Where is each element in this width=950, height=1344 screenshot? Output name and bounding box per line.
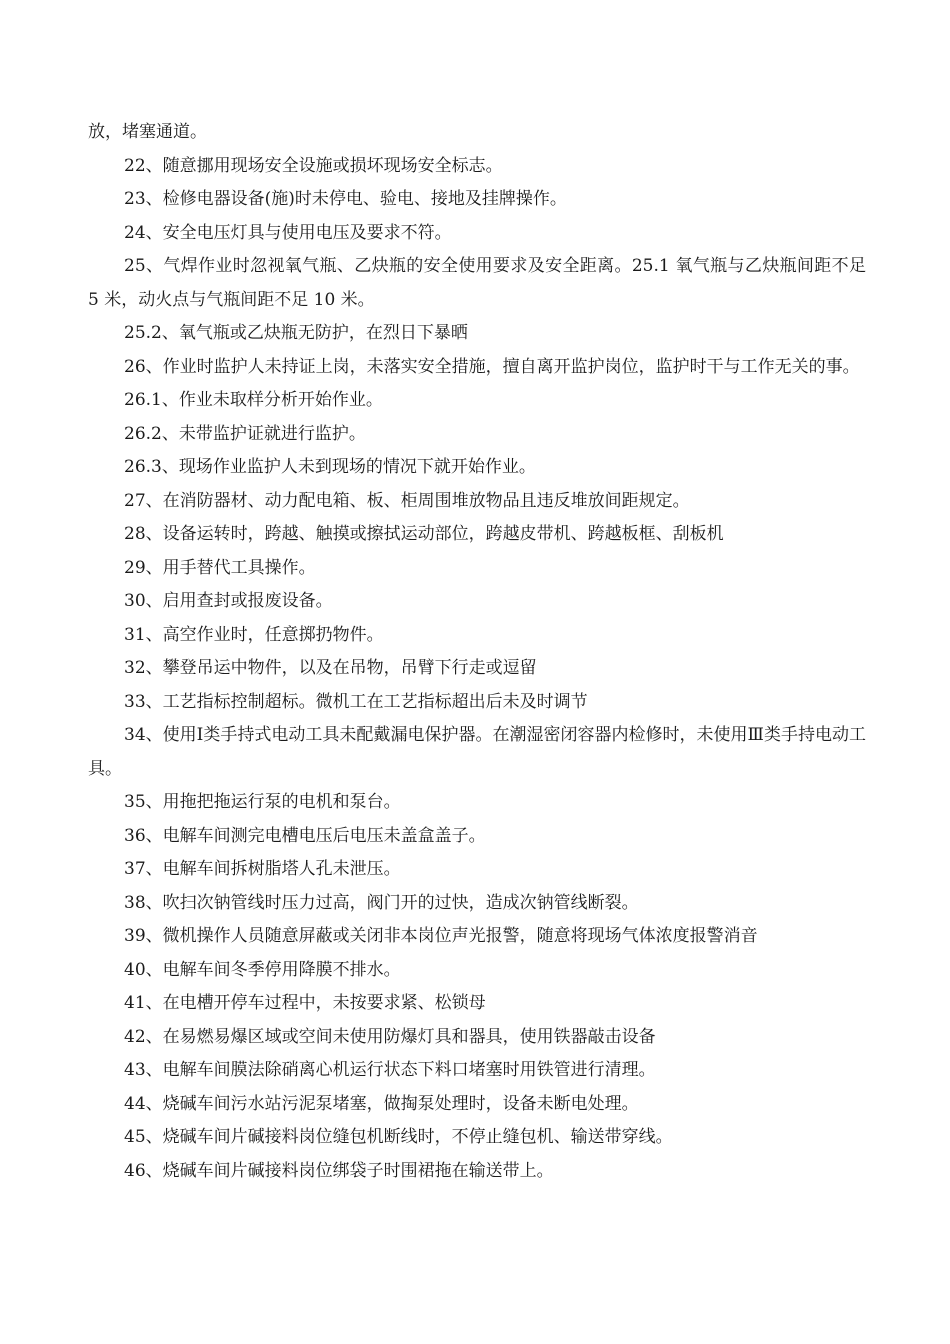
paragraph-item-22: 22、随意挪用现场安全设施或损坏现场安全标志。 (124, 155, 503, 176)
paragraph-item-41: 41、在电槽开停车过程中，未按要求紧、松锁母 (124, 993, 486, 1013)
paragraph-item-44: 44、烧碱车间污水站污泥泵堵塞，做掏泵处理时，设备未断电处理。 (124, 1093, 639, 1114)
paragraph-item-35: 35、用拖把拖运行泵的电机和泵台。 (124, 792, 401, 812)
paragraph-item-29: 29、用手替代工具操作。 (124, 557, 316, 578)
paragraph-item-33: 33、工艺指标控制超标。微机工在工艺指标超出后未及时调节 (124, 691, 588, 712)
paragraph-item-39: 39、微机操作人员随意屏蔽或关闭非本岗位声光报警，随意将现场气体浓度报警消音 (124, 926, 758, 946)
paragraph-item-34: 34、使用Ⅰ类手持式电动工具未配戴漏电保护器。在潮湿密闭容器内检修时，未使用Ⅲ类手持电动工具。 (88, 725, 866, 779)
document-body (88, 116, 866, 1188)
paragraph-item-37: 37、电解车间拆树脂塔人孔未泄压。 (124, 859, 401, 879)
paragraph-item-28: 28、设备运转时，跨越、触摸或擦拭运动部位，跨越皮带机、跨越板框、刮板机 (124, 524, 724, 544)
paragraph-item-24: 24、安全电压灯具与使用电压及要求不符。 (124, 222, 452, 243)
paragraph-item-42: 42、在易燃易爆区域或空间未使用防爆灯具和器具，使用铁器敲击设备 (124, 1026, 656, 1047)
paragraph-item-25-2: 25.2、氧气瓶或乙炔瓶无防护，在烈日下暴晒 (124, 323, 468, 343)
paragraph-item-30: 30、启用查封或报废设备。 (124, 591, 333, 611)
paragraph-item-26-1: 26.1、作业未取样分析开始作业。 (124, 390, 383, 410)
paragraph-item-26-2: 26.2、未带监护证就进行监护。 (124, 423, 366, 444)
paragraph-item-31: 31、高空作业时，任意掷扔物件。 (124, 624, 384, 645)
paragraph-item-45: 45、烧碱车间片碱接料岗位缝包机断线时，不停止缝包机、输送带穿线。 (124, 1127, 673, 1147)
paragraph-continuation: 放，堵塞通道。 (88, 122, 207, 142)
paragraph-item-43: 43、电解车间膜法除硝离心机运行状态下料口堵塞时用铁管进行清理。 (124, 1060, 656, 1080)
paragraph-item-46: 46、烧碱车间片碱接料岗位绑袋子时围裙拖在输送带上。 (124, 1160, 554, 1181)
paragraph-item-27: 27、在消防器材、动力配电箱、板、柜周围堆放物品且违反堆放间距规定。 (124, 490, 690, 511)
paragraph-item-36: 36、电解车间测完电槽电压后电压未盖盒盖子。 (124, 825, 486, 846)
paragraph-item-38: 38、吹扫次钠管线时压力过高，阀门开的过快，造成次钠管线断裂。 (124, 892, 639, 913)
paragraph-item-23: 23、检修电器设备(施)时未停电、验电、接地及挂牌操作。 (124, 189, 567, 209)
paragraph-item-40: 40、电解车间冬季停用降膜不排水。 (124, 959, 401, 980)
paragraph-item-32: 32、攀登吊运中物件，以及在吊物，吊臂下行走或逗留 (124, 658, 537, 678)
paragraph-item-25: 25、气焊作业时忽视氧气瓶、乙炔瓶的安全使用要求及安全距离。25.1 氧气瓶与乙炔瓶间距不足 5 米，动火点与气瓶间距不足 10 米。 (88, 256, 866, 310)
paragraph-item-26-3: 26.3、现场作业监护人未到现场的情况下就开始作业。 (124, 457, 536, 477)
paragraph-item-26: 26、作业时监护人未持证上岗，未落实安全措施，擅自离开监护岗位，监护时干与工作无关的事。 (124, 356, 860, 377)
